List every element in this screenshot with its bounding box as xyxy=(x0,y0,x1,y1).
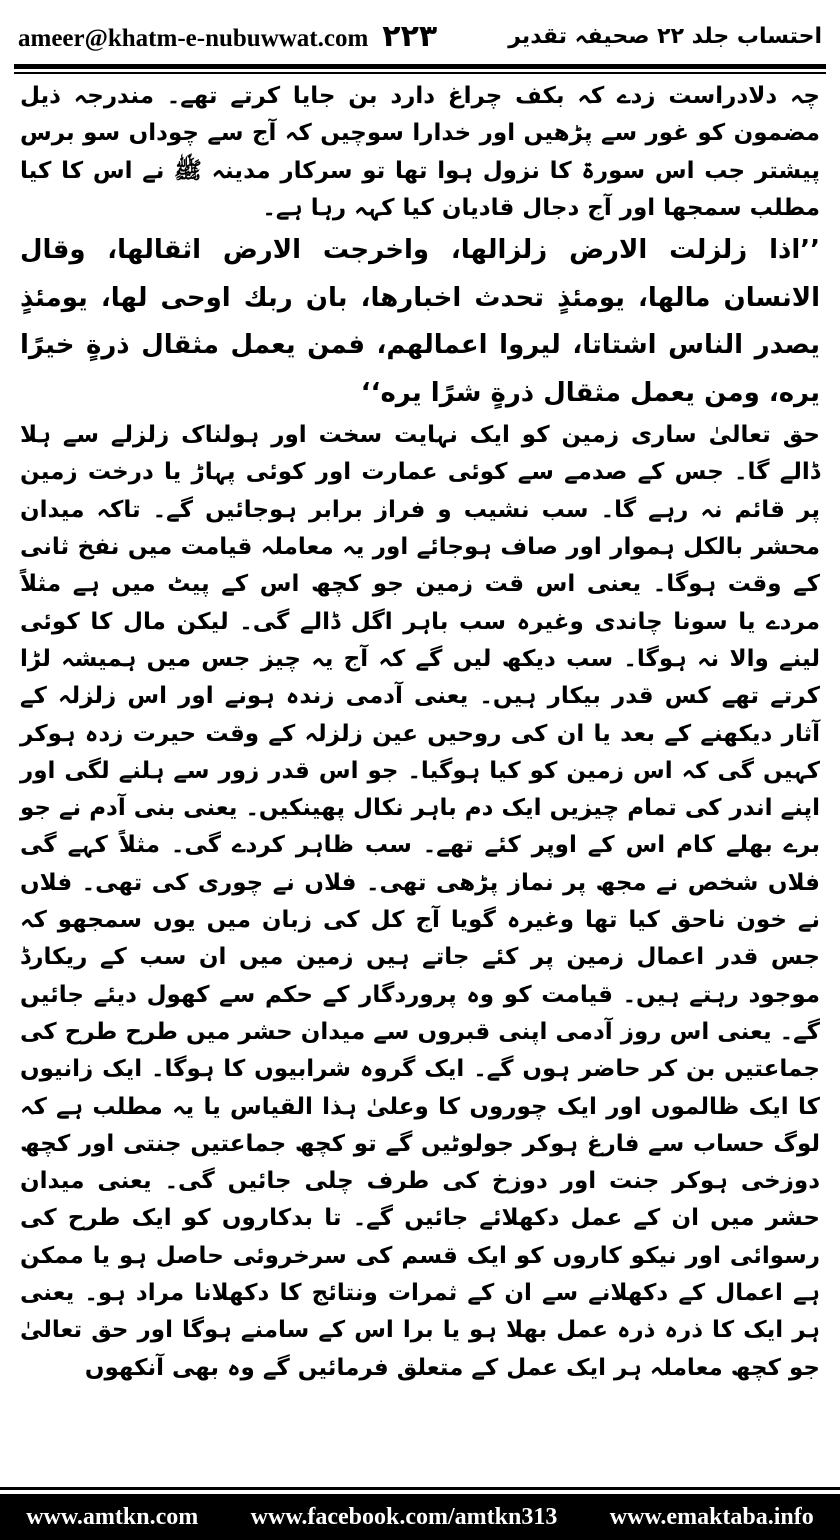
running-title: احتساب جلد ۲۲ صحیفہ تقدیر xyxy=(508,23,822,49)
intro-paragraph: چہ دلادراست زدے کہ بکف چراغ دارد بن جایا کرتے تھے۔ مندرجہ ذیل مضمون کو غور سے پڑھیں اور خدارا سوچیں کہ آج سے چوداں سو برس پیشتر جب اس سورۃ کا نزول ہوا تھا تو سرکار مدینہ ﷺ نے اس کا کیا مطلب سمجھا اور آج دجال قادیان کیا کہہ رہا ہے۔ xyxy=(20,83,820,221)
page-number: ۲۲۳ xyxy=(382,18,438,54)
page-header xyxy=(18,12,822,60)
header-rule-thin xyxy=(14,72,826,74)
page-content xyxy=(20,78,820,1478)
header-left xyxy=(18,19,437,54)
header-rule-thick xyxy=(14,64,826,69)
header-email[interactable]: ameer@khatm-e-nubuwwat.com xyxy=(18,24,369,52)
commentary-paragraph: حق تعالیٰ ساری زمین کو ایک نہایت سخت اور ہولناک زلزلے سے ہلا ڈالے گا۔ جس کے صدمے سے کوئی عمارت اور کوئی پہاڑ یا درخت زمین پر قائم نہ رہے گا۔ سب نشیب و فراز برابر ہوجائیں گے۔ تاکہ میدان محشر بالکل ہموار اور صاف ہوجائے اور یہ معاملہ قیامت میں نفخ ثانی کے وقت ہوگا۔ یعنی اس قت زمین جو کچھ اس کے پیٹ میں ہے مثلاً مردے یا سونا چاندی وغیرہ سب باہر اگل ڈالے گی۔ لیکن مال کا کوئی لینے والا نہ ہوگا۔ سب دیکھ لیں گے کہ آج یہ چیز جس میں ہمیشہ لڑا کرتے تھے کس قدر بیکار ہیں۔ یعنی آدمی زندہ ہونے اور اس زلزلہ کے آثار دیکھنے کے بعد یا ان کی روحیں عین زلزلہ کے وقت حیرت زدہ ہوکر کہیں گی کہ اس زمین کو کیا ہوگیا۔ جو اس قدر زور سے ہلنے لگی اور اپنے اندر کی تمام چیزیں ایک دم باہر نکال پھینکیں۔ یعنی بنی آدم نے جو برے بھلے کام اس کے اوپر کئے تھے۔ سب ظاہر کردے گی۔ مثلاً کہے گی فلاں شخص نے مجھ پر نماز پڑھی تھی۔ فلاں نے چوری کی تھی۔ فلاں نے خون ناحق کیا تھا وغیرہ گویا آج کل کی زبان میں یوں سمجھو کہ جس قدر اعمال زمین پر کئے جاتے ہیں زمین میں ان سب کے ریکارڈ موجود رہتے ہیں۔ قیامت کو وہ پروردگار کے حکم سے کھول دیئے جائیں گے۔ یعنی اس روز آدمی اپنی قبروں سے میدان حشر میں طرح طرح کی جماعتیں بن کر حاضر ہوں گے۔ ایک گروہ شرابیوں کا ہوگا۔ ایک زانیوں کا ایک ظالموں اور ایک چوروں کا وعلیٰ ہذا القیاس یا یہ مطلب ہے کہ لوگ حساب سے فارغ ہوکر جولوٹیں گے تو کچھ جماعتیں جنتی اور کچھ دوزخی ہوکر جنت اور دوزخ کی طرف چلی جائیں گی۔ یعنی میدان حشر میں ان کے عمل دکھلائے جائیں گے۔ تا بدکاروں کو ایک طرح کی رسوائی اور نیکو کاروں کو ایک قسم کی سرخروئی حاصل ہو یا ممکن ہے اعمال کے دکھلانے سے ان کے ثمرات ونتائج کا دکھلانا مراد ہو۔ یعنی ہر ایک کا ذرہ ذرہ عمل بھلا ہو یا برا اس کے سامنے ہوگا اور حق تعالیٰ جو کچھ معاملہ ہر ایک عمل کے متعلق فرمائیں گے وہ بھی آنکھوں xyxy=(20,422,820,1381)
footer-bar xyxy=(0,1494,840,1540)
footer-link-emaktaba[interactable]: www.emaktaba.info xyxy=(609,1503,814,1530)
footer-rule xyxy=(0,1487,840,1490)
quran-quote: ’’اذا زلزلت الارض زلزالها، واخرجت الارض اثقالها، وقال الانسان مالها، يومئذٍ تحدث اخبارها، بان ربك اوحى لها، يومئذٍ يصدر الناس اشتاتا، ليروا اعمالهم، فمن يعمل مثقال ذرةٍ خيرًا يره، ومن يعمل مثقال ذرةٍ شرًا يره‘‘ xyxy=(20,235,820,408)
footer-link-amtkn[interactable]: www.amtkn.com xyxy=(26,1503,199,1530)
footer-link-facebook[interactable]: www.facebook.com/amtkn313 xyxy=(250,1503,558,1530)
